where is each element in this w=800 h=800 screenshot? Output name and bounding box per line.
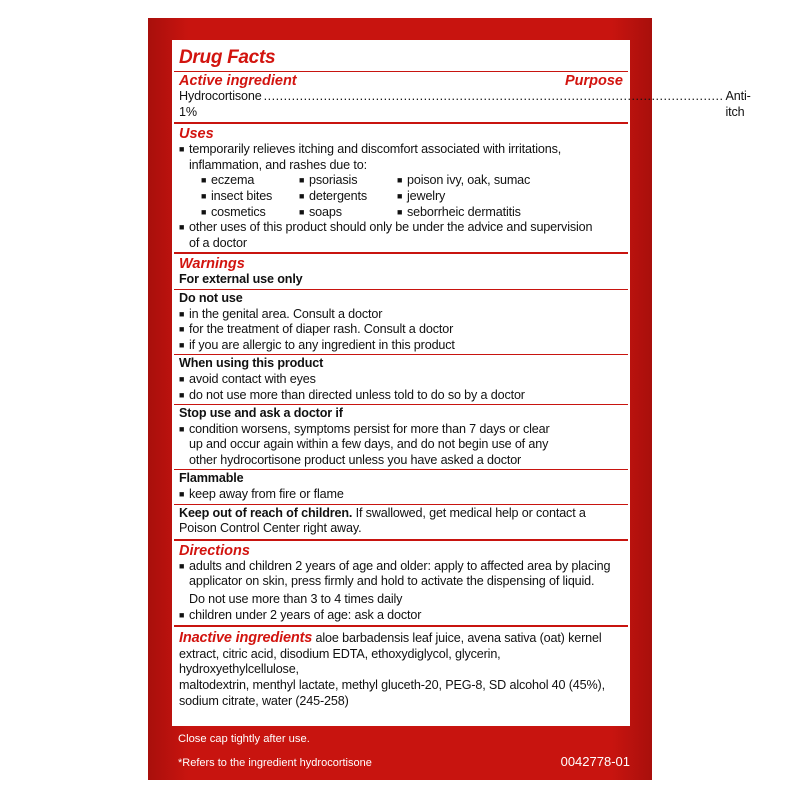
external-use-only: For external use only: [179, 272, 303, 287]
uses-heading: Uses: [179, 126, 214, 143]
drug-facts-panel: [172, 40, 751, 726]
condition-item: seborrheic dermatitis: [407, 204, 521, 219]
keep-out-bold: Keep out of reach of children.: [179, 505, 353, 520]
inactive-line-2: extract, citric acid, disodium EDTA, ethoxydiglycol, glycerin, hydroxyethylcellulose,: [179, 646, 501, 677]
ingredient-name: Hydrocortisone 1%: [179, 89, 262, 119]
do-not-use-item: for the treatment of diaper rash. Consult a doctor: [189, 322, 454, 337]
do-not-use-heading: Do not use: [179, 290, 243, 305]
inactive-line-1: aloe barbadensis leaf juice, avena sativa (oat) kernel: [315, 631, 602, 646]
ingredient-purpose: Anti-itch: [725, 89, 751, 119]
when-using-heading: When using this product: [179, 356, 324, 371]
inactive-line-4: sodium citrate, water (245-258): [179, 693, 349, 708]
uses-section: Uses ■ temporarily relieves itching and discomfort associated with irritations, inflammation, and rashes due to: ■ eczema ■ psoriasis ■ poison ivy, oak, sumac ■ insect bites ■ detergents ■ jewelry ■ cosmetics ■ soaps ■ seborrheic dermatitis ■ other uses of this product should only be under the advice and supervision of a doctor: [174, 124, 628, 254]
carton-panel: [148, 18, 751, 780]
uses-intro-line-1: temporarily relieves itching and discomfort associated with irritations,: [189, 142, 562, 157]
when-using-item: avoid contact with eyes: [189, 371, 316, 386]
conditions-grid: ■ eczema ■ psoriasis ■ poison ivy, oak, sumac ■ insect bites ■ detergents ■ jewelry ■ cosmetics ■ soaps ■ seborrheic dermatitis: [201, 173, 531, 219]
condition-item: soaps: [309, 204, 342, 219]
condition-item: insect bites: [211, 188, 273, 203]
stop-use-heading: Stop use and ask a doctor if: [179, 406, 343, 421]
stop-use-block: Stop use and ask a doctor if ■ condition worsens, symptoms persist for more than 7 days or clear up and occur again within a few days, and do not begin use of any other hydrocortisone product unless you have asked a doctor: [174, 404, 628, 469]
condition-item: eczema: [211, 173, 255, 188]
directions-adult-2: applicator on skin, press firmly and hold to activate the dispensing of liquid.: [189, 574, 595, 589]
when-using-block: When using this product ■ avoid contact with eyes ■ do not use more than directed unless told to do so by a doctor: [174, 354, 628, 404]
leader-dots: ...................................................................................................................: [263, 89, 724, 103]
inactive-line-3: maltodextrin, menthyl lactate, methyl gluceth-20, PEG-8, SD alcohol 40 (45%),: [179, 678, 605, 692]
do-not-use-item: in the genital area. Consult a doctor: [189, 306, 383, 321]
when-using-item: do not use more than directed unless told to do so by a doctor: [189, 387, 525, 402]
directions-adult-3: Do not use more than 3 to 4 times daily: [189, 592, 403, 607]
uses-intro-line-2: inflammation, and rashes due to:: [189, 157, 367, 172]
directions-adult-1: adults and children 2 years of age and older: apply to affected area by placing: [189, 558, 611, 573]
uses-other-line-2: of a doctor: [189, 235, 247, 250]
flammable-item: keep away from fire or flame: [189, 487, 344, 502]
condition-item: cosmetics: [211, 204, 266, 219]
footnote: *Refers to the ingredient hydrocortisone: [178, 757, 372, 769]
condition-item: poison ivy, oak, sumac: [407, 173, 531, 188]
product-code: 0042778-01: [560, 754, 630, 769]
keep-out-block: [174, 504, 628, 539]
warnings-heading: Warnings: [179, 256, 245, 273]
warnings-section: [174, 254, 628, 541]
keep-out-text-1: If swallowed, get medical help or contact a: [355, 505, 586, 520]
drug-facts-title: Drug Facts: [179, 47, 276, 68]
close-cap-notice: Close cap tightly after use.: [178, 733, 310, 745]
directions-section: Directions ■ adults and children 2 years of age and older: apply to affected area by placing applicator on skin, press firmly and hold to activate the dispensing of liquid. Do not use more than 3 to 4 times daily ■ children under 2 years of age: ask a doctor: [174, 541, 628, 627]
inactive-heading: Inactive ingredients: [179, 630, 313, 647]
keep-carton-notice: KEEP CARTON AS IT CONTAINS IMPORTANT INFORMATION.: [178, 717, 505, 729]
directions-heading: Directions: [179, 542, 250, 559]
flammable-block: Flammable ■ keep away from fire or flame: [174, 469, 628, 503]
directions-child: children under 2 years of age: ask a doctor: [189, 607, 422, 622]
keep-out-text-2: Poison Control Center right away.: [179, 521, 362, 536]
condition-item: jewelry: [407, 188, 446, 203]
condition-item: psoriasis: [309, 173, 358, 188]
purpose-heading: Purpose: [564, 73, 623, 89]
active-ingredient-section: [174, 42, 751, 124]
do-not-use-block: Do not use ■ in the genital area. Consult a doctor ■ for the treatment of diaper rash. Consult a doctor ■ if you are allergic to any ingredient in this product: [174, 289, 628, 354]
stop-use-line-3: other hydrocortisone product unless you have asked a doctor: [189, 452, 522, 467]
active-ingredient-heading: Active ingredient: [179, 73, 297, 89]
flammable-heading: Flammable: [179, 471, 244, 486]
stop-use-line-2: up and occur again within a few days, and do not begin use of any: [189, 437, 549, 452]
inactive-ingredients-section: [174, 627, 628, 709]
condition-item: detergents: [309, 188, 368, 203]
stop-use-line-1: condition worsens, symptoms persist for more than 7 days or clear: [189, 421, 550, 436]
uses-other-line-1: other uses of this product should only be under the advice and supervision: [189, 220, 593, 235]
do-not-use-item: if you are allergic to any ingredient in this product: [189, 337, 455, 352]
